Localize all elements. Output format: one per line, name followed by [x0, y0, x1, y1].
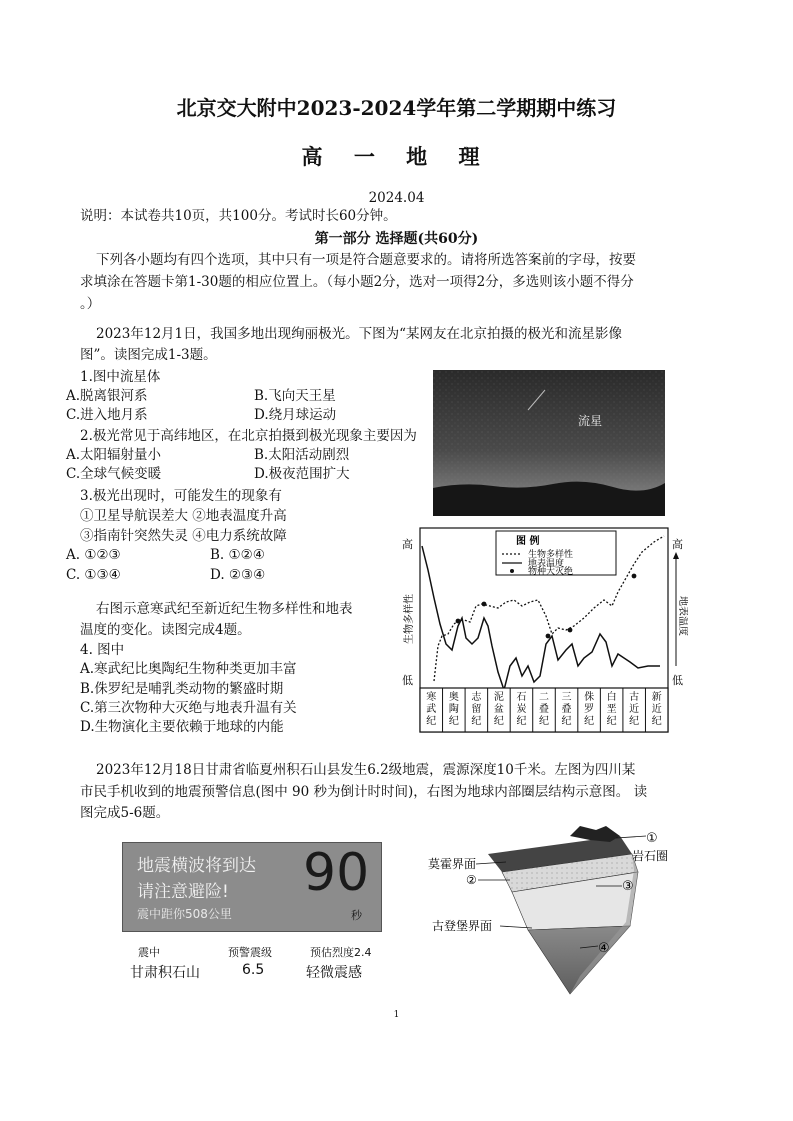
- period-label: 石炭纪: [516, 692, 527, 727]
- q3-stem: 3.极光出现时，可能发生的现象有: [80, 488, 282, 504]
- group2-intro2: 温度的变化。读图完成4题。: [80, 622, 251, 638]
- q3-options-line1: ①卫星导航误差大 ②地表温度升高: [80, 508, 287, 524]
- legend-extinction-swatch: [510, 569, 514, 573]
- period-label: 古近纪: [629, 692, 640, 727]
- page-number: 1: [393, 1010, 400, 1020]
- period-label: 三叠纪: [561, 692, 572, 727]
- q2-option-a: A.太阳辐射量小: [66, 447, 162, 463]
- q4-option-a: A.寒武纪比奥陶纪生物种类更加丰富: [80, 661, 297, 677]
- alert-header-epicenter: 震中: [138, 946, 160, 959]
- q2-option-c: C.全球气候变暖: [66, 466, 162, 482]
- q2-stem: 2.极光常见于高纬地区，在北京拍摄到极光现象主要因为: [80, 428, 417, 444]
- exam-title: 北京交大附中2023-2024学年第二学期期中练习: [176, 96, 617, 120]
- group1-intro2: 图”。读图完成1-3题。: [80, 347, 217, 363]
- legend-extinction-label: 物种大灭绝: [528, 567, 574, 577]
- period-label: 寒武纪: [426, 692, 437, 727]
- right-axis-low: 低: [672, 674, 683, 687]
- extinction-dot-4: [568, 628, 573, 633]
- label-2: ②: [466, 873, 477, 887]
- alert-line2: 请注意避险!: [137, 882, 229, 902]
- group2-intro1: 右图示意寒武纪至新近纪生物多样性和地表: [96, 601, 353, 617]
- q1-option-a: A.脱离银河系: [66, 388, 148, 404]
- q3-option-b: B. ①②④: [210, 547, 265, 563]
- q3-option-a: A. ①②③: [66, 547, 121, 563]
- alert-value-magnitude: 6.5: [242, 962, 265, 978]
- legend-temperature-label: 地表温度: [528, 559, 565, 569]
- instruction-line2: 求填涂在答题卡第1-30题的相应位置上。（每小题2分，选对一项得2分，多选则该小题不得分: [80, 274, 634, 290]
- alert-countdown: 90: [303, 843, 370, 903]
- aurora-meteor-photo: [433, 370, 665, 516]
- label-lithosphere: 岩石圈: [632, 849, 669, 863]
- part1-heading: 第一部分 选择题(共60分): [314, 231, 479, 247]
- group3-intro3: 图完成5-6题。: [80, 805, 170, 821]
- legend-title: 图 例: [516, 536, 540, 547]
- label-gutenberg: 古登堡界面: [432, 919, 493, 933]
- q1-option-c: C.进入地月系: [66, 407, 148, 423]
- meteor-label: 流星: [578, 414, 603, 428]
- period-label: 二叠纪: [539, 692, 549, 727]
- q1-stem: 1.图中流星体: [80, 369, 161, 385]
- period-label: 志留纪: [471, 692, 482, 727]
- q3-options-line2: ③指南针突然失灵 ④电力系统故障: [80, 528, 287, 544]
- group3-intro1: 2023年12月18日甘肃省临夏州积石山县发生6.2级地震，震源深度10千米。左图为四川某: [96, 762, 636, 778]
- label-4: ④: [598, 941, 610, 956]
- subject-title: 高 一 地 理: [301, 144, 492, 169]
- q3-option-d: D. ②③④: [210, 567, 266, 583]
- q2-option-b: B.太阳活动剧烈: [254, 447, 350, 463]
- label-moho: 莫霍界面: [428, 857, 477, 871]
- q4-option-c: C.第三次物种大灭绝与地表升温有关: [80, 700, 297, 716]
- q4-option-b: B.侏罗纪是哺乳类动物的繁盛时期: [80, 681, 284, 697]
- left-axis-high: 高: [402, 538, 413, 551]
- earthquake-alert-card: [122, 842, 382, 932]
- left-axis-title: 生物多样性: [404, 594, 415, 644]
- q1-option-d: D.绕月球运动: [254, 407, 337, 423]
- alert-value-epicenter: 甘肃积石山: [130, 965, 200, 981]
- earth-interior-diagram: [420, 826, 690, 998]
- period-label: 白垩纪: [606, 692, 617, 727]
- exam-date: 2024.04: [368, 190, 425, 206]
- period-label: 泥盆纪: [493, 692, 504, 727]
- mountain-relief: [570, 826, 620, 842]
- q4-stem: 4. 图中: [80, 642, 125, 658]
- alert-header-magnitude: 预警震级: [228, 946, 272, 959]
- right-axis-high: 高: [672, 538, 683, 551]
- label-1: ①: [646, 831, 658, 846]
- alert-countdown-unit: 秒: [351, 909, 362, 922]
- period-label: 侏罗纪: [584, 692, 595, 727]
- group3-intro2: 市民手机收到的地震预警信息(图中 90 秒为倒计时时间)，右图为地球内部圈层结构示意图。 读: [80, 784, 648, 800]
- right-axis-title: 地表温度: [677, 596, 688, 636]
- q1-option-b: B.飞向天王星: [254, 388, 336, 404]
- period-label: 新近纪: [651, 692, 662, 727]
- q4-option-d: D.生物演化主要依赖于地球的内能: [80, 719, 284, 735]
- extinction-dot-3: [546, 634, 551, 639]
- exam-note: 说明：本试卷共10页，共100分。考试时长60分钟。: [80, 208, 397, 224]
- extinction-dot-1: [456, 619, 461, 624]
- period-label: 奥陶纪: [448, 692, 459, 727]
- alert-value-intensity: 轻微震感: [306, 965, 362, 981]
- legend-biodiversity-label: 生物多样性: [528, 550, 574, 560]
- left-axis-low: 低: [402, 674, 413, 687]
- q2-option-d: D.极夜范围扩大: [254, 466, 350, 482]
- extinction-dot-5: [632, 574, 637, 579]
- instruction-line3: 。）: [80, 296, 101, 312]
- label-3: ③: [622, 879, 634, 894]
- group1-intro1: 2023年12月1日，我国多地出现绚丽极光。下图为“某网友在北京拍摄的极光和流星影像: [96, 326, 623, 342]
- alert-header-intensity: 预估烈度2.4: [310, 946, 372, 959]
- right-axis-arrowhead: [673, 552, 679, 559]
- q3-option-c: C. ①③④: [66, 567, 121, 583]
- alert-line1: 地震横波将到达: [137, 856, 256, 876]
- alert-distance: 震中距你508公里: [137, 907, 232, 921]
- instruction-line1: 下列各小题均有四个选项，其中只有一项是符合题意要求的。请将所选答案前的字母，按要: [96, 252, 636, 268]
- extinction-dot-2: [482, 602, 487, 607]
- biodiversity-temperature-chart: [398, 526, 688, 736]
